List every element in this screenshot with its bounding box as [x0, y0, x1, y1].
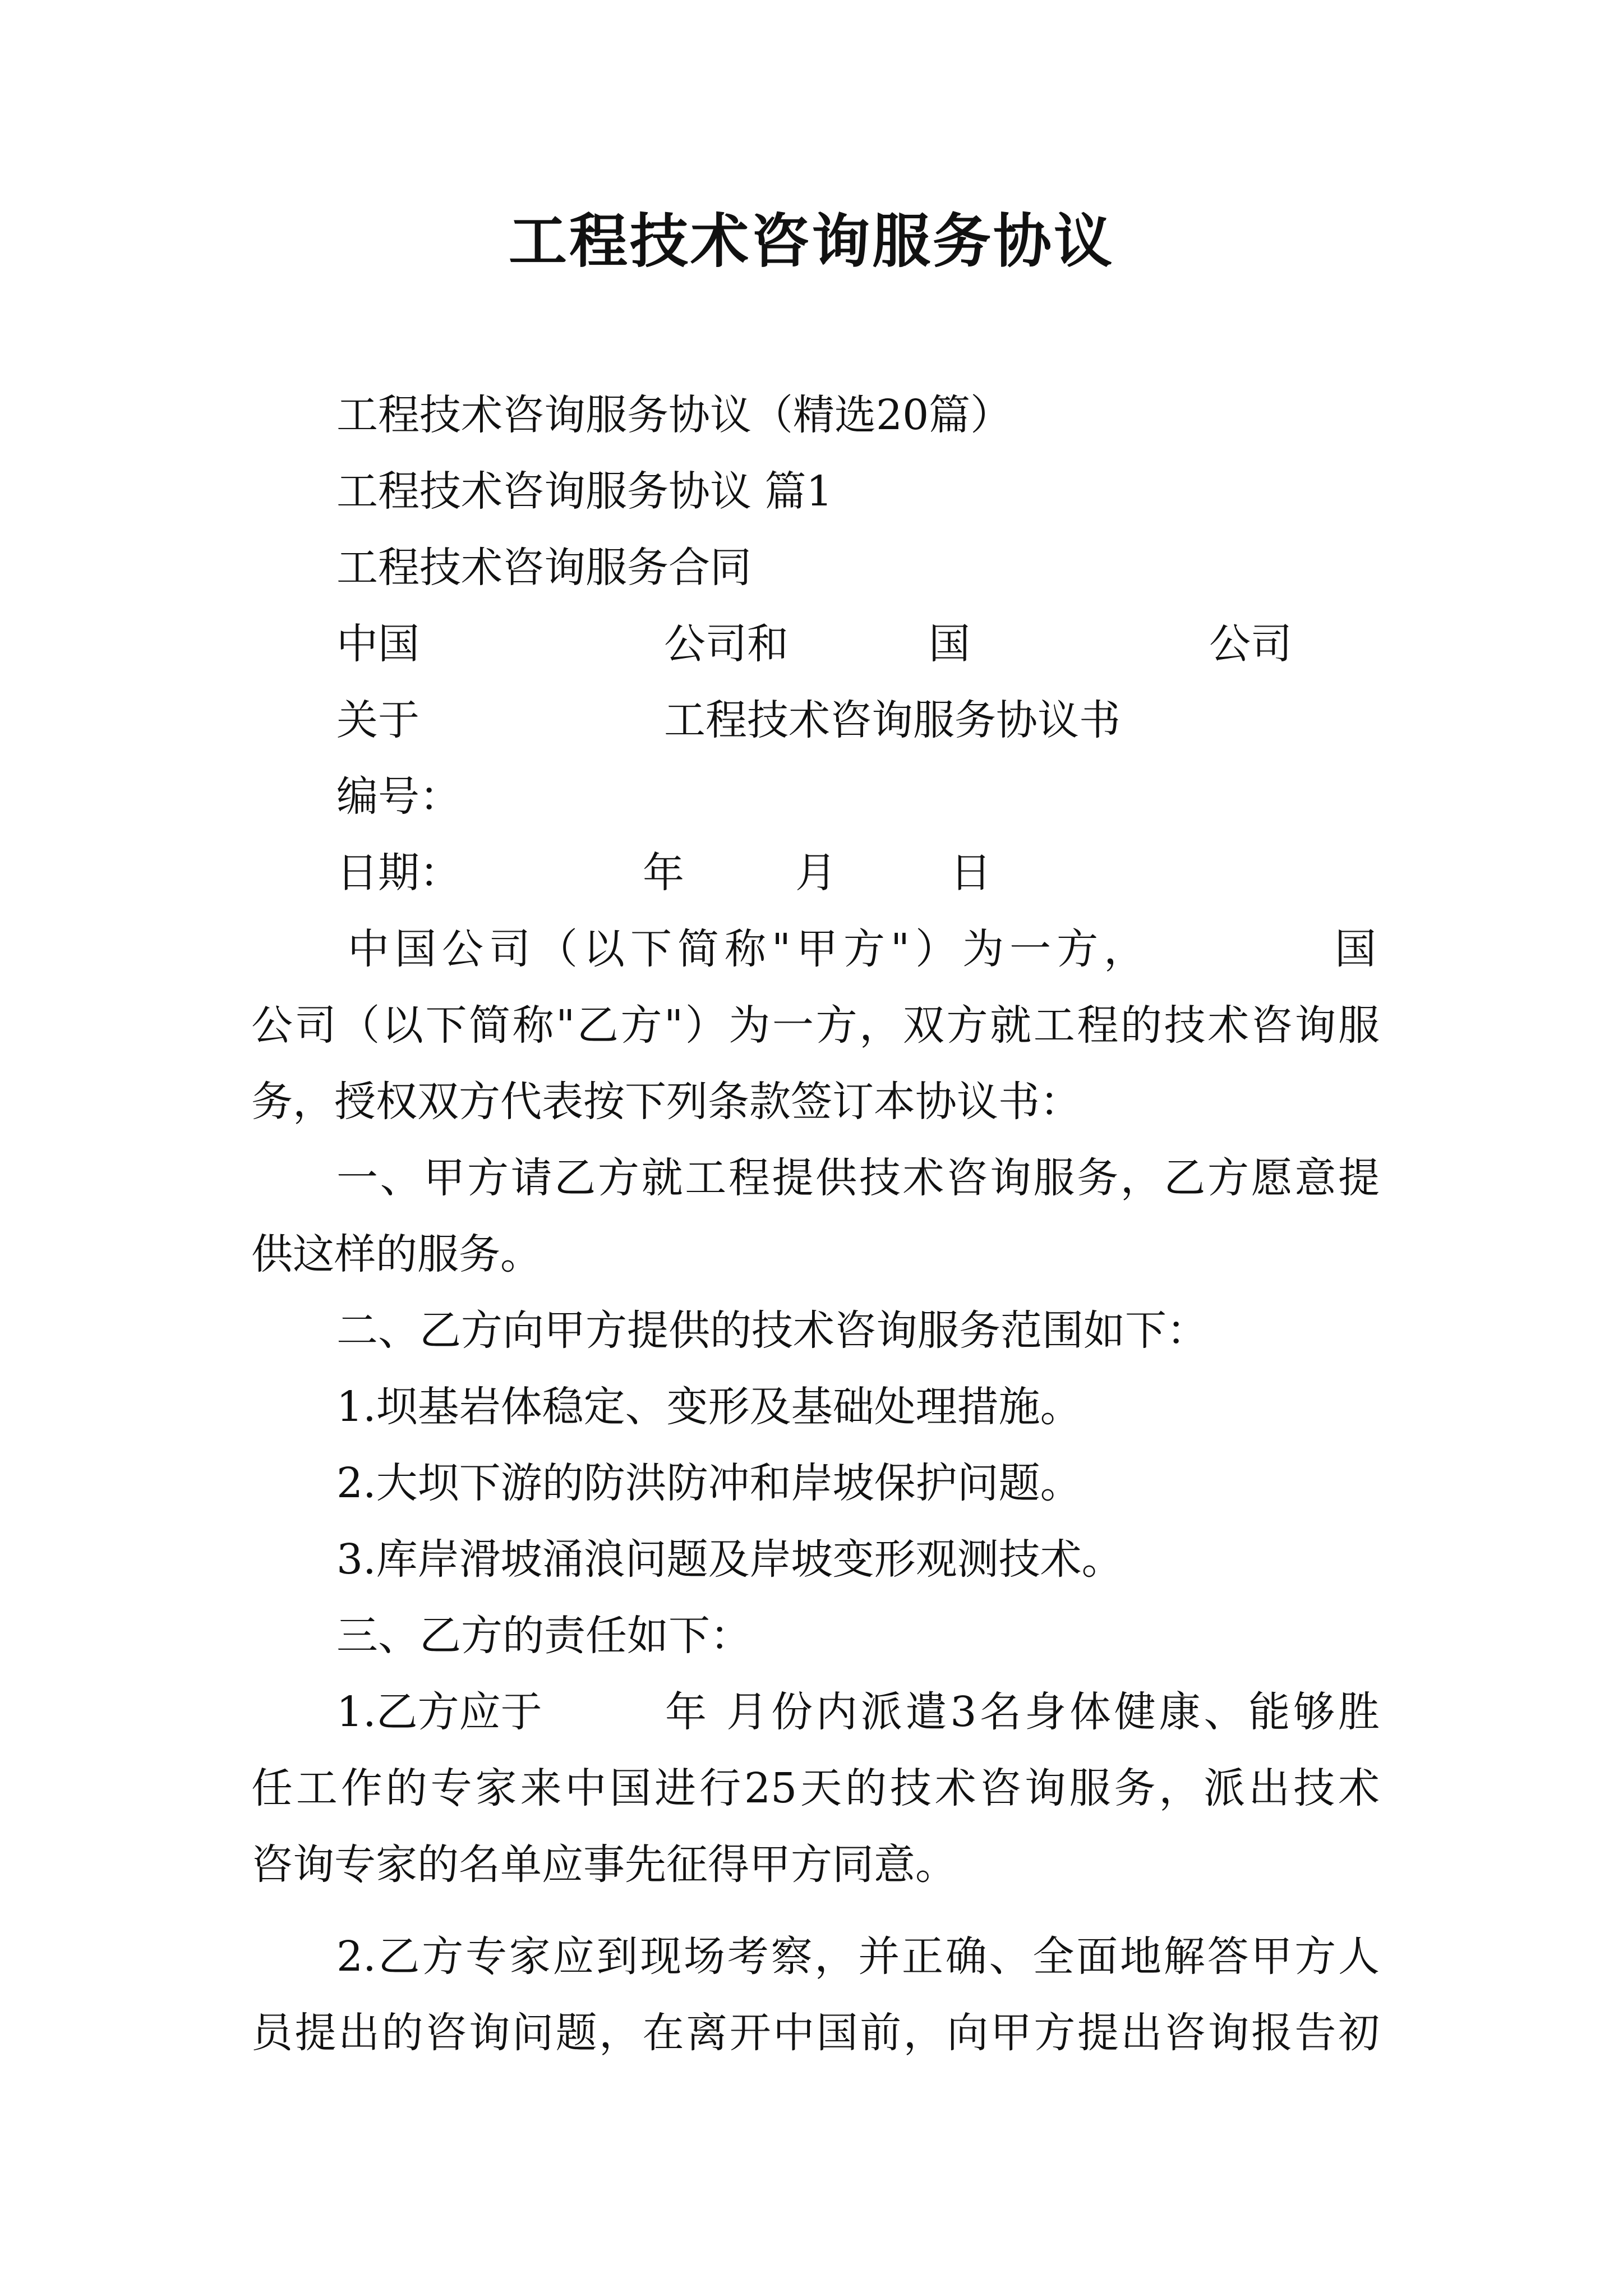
- number-label: 编号：: [336, 772, 461, 821]
- paragraph-1-line-3: 务，授权双方代表按下列条款签订本协议书：: [251, 1078, 1081, 1126]
- date-month: 月: [795, 849, 837, 897]
- paragraph-4: 1.坝基岩体稳定、变形及基础处理措施。: [336, 1383, 1082, 1431]
- paragraph-9-line-2: 员提出的咨询问题，在离开中国前，向甲方提出咨询报告初: [251, 2009, 1380, 2057]
- date-day: 日: [950, 849, 992, 897]
- document-title: 工程技术咨询服务协议: [508, 206, 1114, 275]
- date-year: 年: [643, 849, 684, 897]
- paragraph-1-line-1a: 中国公司（以下简称"甲方"）为一方，: [348, 925, 1151, 973]
- paragraph-3: 二、乙方向甲方提供的技术咨询服务范围如下：: [336, 1306, 1208, 1355]
- paragraph-6: 3.库岸滑坡涌浪问题及岸坡变形观测技术。: [336, 1535, 1123, 1584]
- paragraph-2-line-1: 一、甲方请乙方就工程提供技术咨询服务，乙方愿意提: [336, 1154, 1380, 1202]
- parties-line-part1: 中国: [336, 620, 419, 668]
- document-subtitle: 工程技术咨询服务协议（精选20篇）: [336, 391, 1012, 439]
- parties-line-part2: 公司和: [664, 620, 789, 668]
- paragraph-8-line-3: 咨询专家的名单应事先征得甲方同意。: [251, 1841, 957, 1889]
- paragraph-9-line-1: 2.乙方专家应到现场考察，并正确、全面地解答甲方人: [336, 1932, 1380, 1981]
- paragraph-1-line-1b: 国: [1335, 925, 1376, 973]
- date-label: 日期：: [336, 849, 461, 897]
- paragraph-1-line-2: 公司（以下简称"乙方"）为一方，双方就工程的技术咨询服: [251, 1001, 1380, 1050]
- about-line-title: 工程技术咨询服务协议书: [664, 696, 1121, 744]
- paragraph-5: 2.大坝下游的防洪防冲和岸坡保护问题。: [336, 1459, 1082, 1507]
- paragraph-2-line-2: 供这样的服务。: [251, 1230, 542, 1278]
- paragraph-7: 三、乙方的责任如下：: [336, 1612, 751, 1660]
- about-line-label: 关于: [336, 696, 419, 744]
- parties-line-part3: 国: [929, 620, 970, 668]
- paragraph-8-line-2: 任工作的专家来中国进行25天的技术咨询服务，派出技术: [251, 1764, 1380, 1812]
- parties-line-part4: 公司: [1209, 620, 1292, 668]
- paragraph-8-line-1b: 年 月份内派遣3名身体健康、能够胜: [665, 1688, 1380, 1736]
- section-heading: 工程技术咨询服务协议 篇1: [336, 467, 833, 516]
- paragraph-8-line-1a: 1.乙方应于: [336, 1688, 542, 1736]
- contract-name: 工程技术咨询服务合同: [336, 544, 751, 592]
